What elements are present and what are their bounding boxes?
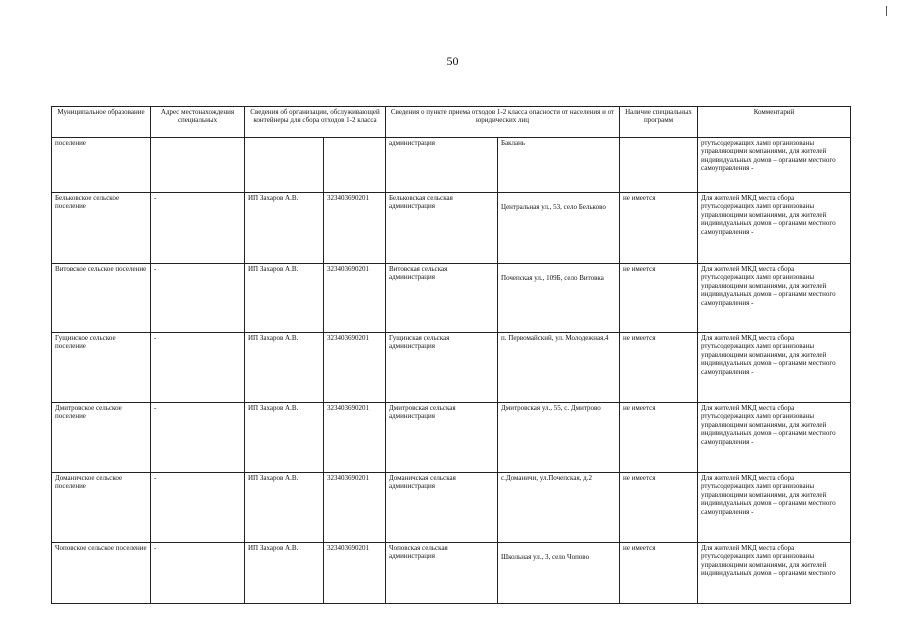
cell-comment: Для жителей МКД места сбора ртутьсодержащих ламп организованы управляющими компаниями, для жителей индивидуальных домов – органами местного самоуправления - [698,403,851,473]
cell-address: - [151,264,245,333]
cell-address: - [151,333,245,403]
cell-comment: Для жителей МКД места сбора ртутьсодержащих ламп организованы управляющими компаниями, для жителей индивидуальных домов – органами местного самоуправления - [698,264,851,333]
cell-comment: Для жителей МКД места сбора ртутьсодержащих ламп организованы управляющими компаниями, для жителей индивидуальных домов – органами местного самоуправления - [698,473,851,543]
cell-org-name: ИП Захаров А.В. [245,333,324,403]
header-municipality: Муниципальное образование [52,107,151,138]
header-container-address: Адрес местонахождения специальных [151,107,245,138]
table-row [52,264,851,333]
page-edge-mark [886,6,887,16]
cell-programs: не имеется [620,473,698,543]
cell-municipality: поселение [52,138,151,193]
cell-programs: не имеется [620,193,698,264]
cell-org-inn: 323403690201 [324,403,386,473]
cell-point-name: Дмитровская сельская администрация [386,403,498,473]
cell-municipality: Дмитровское сельское поселение [52,403,151,473]
cell-programs: не имеется [620,264,698,333]
cell-point-address: Школьная ул., 3, село Чопово [501,553,590,561]
cell-address: - [151,193,245,264]
cell-point-name: Бельковская сельская администрация [386,193,498,264]
header-comment: Комментарий [698,107,851,138]
cell-comment: Для жителей МКД места сбора ртутьсодержащих ламп организованы управляющими компаниями, для жителей индивидуальных домов – органами местного самоуправления - [698,333,851,403]
cell-point-address: Центральная ул., 53, село Бельково [501,203,606,211]
cell-point-name: Доманичская сельская администрация [386,473,498,543]
cell-org-name: ИП Захаров А.В. [245,264,324,333]
table-row [52,403,851,473]
cell-point-address-wrap [498,543,620,604]
cell-municipality: Доманичское сельское поселение [52,473,151,543]
cell-comment: Для жителей МКД места сбора ртутьсодержащих ламп организованы управляющими компаниями, для жителей индивидуальных домов – органами местного [698,543,851,604]
cell-point-address: Дмитровская ул., 55, с. Дмитрово [498,403,620,473]
cell-org-name: ИП Захаров А.В. [245,403,324,473]
cell-municipality: Бельковское сельское поселение [52,193,151,264]
cell-address [151,138,245,193]
cell-org-inn: 323403690201 [324,473,386,543]
cell-address: - [151,473,245,543]
cell-org-inn: 323403690201 [324,543,386,604]
cell-org-inn: 323403690201 [324,193,386,264]
cell-programs: не имеется [620,333,698,403]
cell-address: - [151,543,245,604]
cell-point-name: Чоповская сельская администрация [386,543,498,604]
page-number: 50 [446,54,459,68]
cell-point-address-wrap [498,264,620,333]
cell-comment: ртутьсодержащих ламп организованы управляющими компаниями, для жителей индивидуальных домов – органами местного самоуправления - [698,138,851,193]
header-organization: Сведения об организации, обслуживающей контейнеры для сбора отходов 1-2 класса [245,107,386,138]
table-row [52,543,851,604]
table-row [52,193,851,264]
cell-municipality: Чоповское сельское поселение [52,543,151,604]
waste-collection-table [51,106,851,604]
table-header-row [52,107,851,138]
table-row [52,333,851,403]
header-collection-point: Сведения о пункте приема отходов 1-2 класса опасности от населения и от юридических лиц [386,107,620,138]
cell-programs: не имеется [620,403,698,473]
cell-programs [620,138,698,193]
cell-point-address: с.Доманичи, ул.Почепская, д.2 [498,473,620,543]
cell-org-name: ИП Захаров А.В. [245,543,324,604]
cell-point-name: Витовская сельская администрация [386,264,498,333]
cell-org-name [245,138,324,193]
cell-point-address-wrap [498,193,620,264]
cell-org-name: ИП Захаров А.В. [245,193,324,264]
cell-org-inn: 323403690201 [324,333,386,403]
table-row [52,138,851,193]
cell-municipality: Гущинское сельское поселение [52,333,151,403]
cell-programs: не имеется [620,543,698,604]
cell-point-address: Почепская ул., 109Б, село Витовка [501,274,604,282]
cell-point-address: Баклань [498,138,620,193]
cell-org-name: ИП Захаров А.В. [245,473,324,543]
cell-municipality: Витовское сельское поселение [52,264,151,333]
header-programs: Наличие специальных программ [620,107,698,138]
cell-point-name: Гущинская сельская администрация [386,333,498,403]
cell-point-name: администрация [386,138,498,193]
table-row [52,473,851,543]
cell-org-inn: 323403690201 [324,264,386,333]
cell-org-inn [324,138,386,193]
cell-point-address: п. Первомайский, ул. Молодежная,4 [498,333,620,403]
cell-address: - [151,403,245,473]
cell-comment: Для жителей МКД места сбора ртутьсодержащих ламп организованы управляющими компаниями, для жителей индивидуальных домов – органами местного самоуправления - [698,193,851,264]
